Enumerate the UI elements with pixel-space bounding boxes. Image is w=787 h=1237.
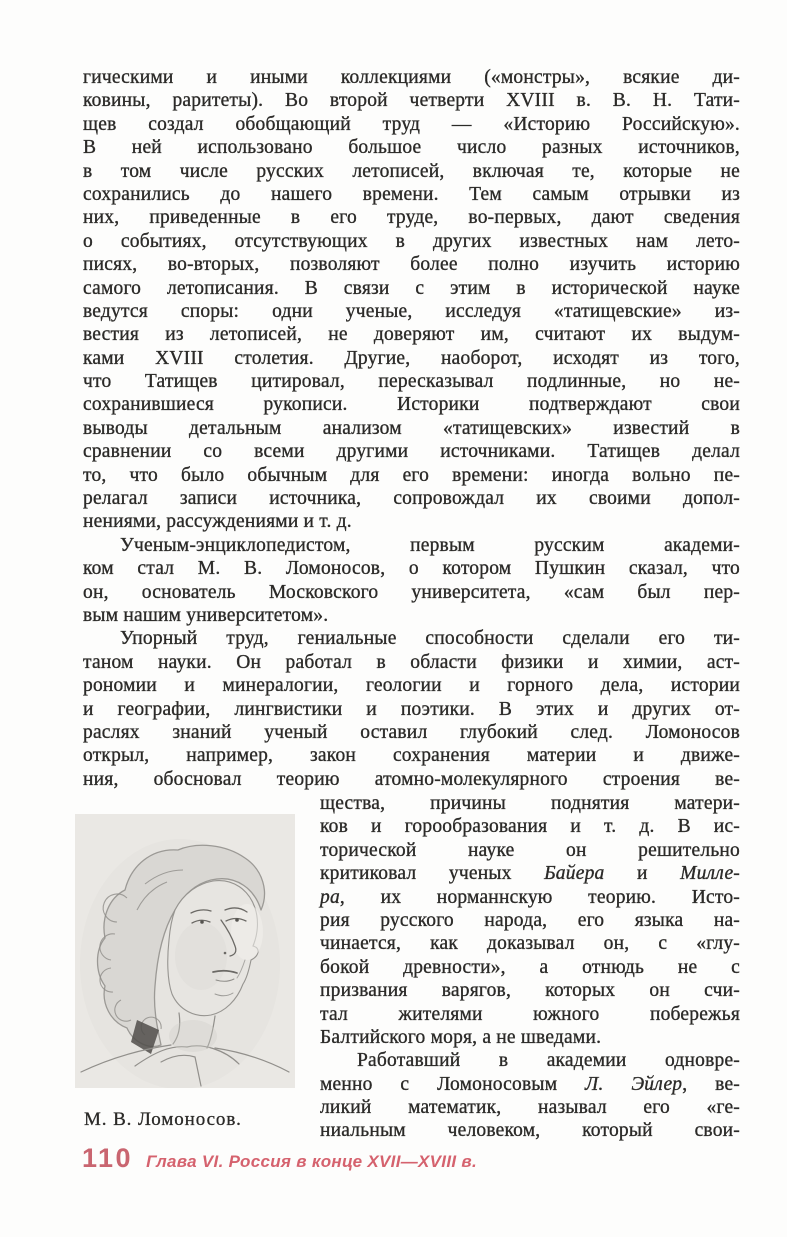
- chapter-title: Глава VI. Россия в конце XVII—XVIII в.: [146, 1152, 477, 1171]
- text-run: сравнении со всеми другими источниками. Татищев делал: [83, 441, 740, 463]
- text-run: , их норманнскую теорию. Исто-: [339, 886, 740, 908]
- text-line: [83, 674, 740, 697]
- text-run: ковины, раритеты). Во второй четверти XVIII в. В. Н. Тати-: [83, 90, 740, 112]
- text-line: [83, 89, 740, 112]
- text-run: Балтийского моря, а не шведами.: [320, 1026, 602, 1048]
- text-line: [83, 253, 740, 276]
- text-line: [83, 627, 740, 650]
- text-line: [320, 956, 740, 979]
- text-line: [320, 886, 740, 909]
- text-run: , ве-: [682, 1073, 740, 1095]
- text-line: [83, 721, 740, 744]
- text-line: [83, 300, 740, 323]
- text-run: ния, обосновал теорию атомно-молекулярного строения ве-: [83, 768, 740, 790]
- text-line: [320, 932, 740, 955]
- text-run: щев создал обобщающий труд — «Историю Российскую».: [83, 113, 740, 135]
- text-line: [83, 557, 740, 580]
- text-run: писях, во-вторых, позволяют более полно изучить историю: [83, 254, 740, 276]
- text-line: [83, 183, 740, 206]
- text-line: [320, 1096, 740, 1119]
- text-line: [83, 370, 740, 393]
- text-line: [83, 277, 740, 300]
- text-run: вестия из летописей, не доверяют им, считают их выдум-: [83, 324, 740, 346]
- text-run: и: [604, 863, 681, 885]
- body-text-narrow-column: [320, 792, 740, 1143]
- text-run: то, что было обычным для его времени: иногда вольно пе-: [83, 464, 740, 486]
- text-line: [83, 604, 740, 627]
- text-line: [83, 440, 740, 463]
- text-run: торической науке он решительно: [320, 839, 740, 861]
- page-footer: [82, 1143, 477, 1174]
- text-run: раслях знаний ученый оставил глубокий след. Ломоносов: [83, 721, 740, 743]
- text-line: [83, 66, 740, 89]
- text-line: [83, 393, 740, 416]
- text-line: [83, 347, 740, 370]
- body-text-wide-column: [83, 66, 740, 791]
- text-line: [83, 464, 740, 487]
- text-run: Ученым-энциклопедистом, первым русским академи-: [120, 534, 740, 556]
- text-run: сохранились до нашего времени. Тем самым отрывки из: [83, 183, 740, 205]
- text-line: [83, 230, 740, 253]
- text-run: он, основатель Московского университета, «сам был пер-: [83, 581, 740, 603]
- text-line: [83, 581, 740, 604]
- text-run: что Татищев цитировал, пересказывал подлинные, но не-: [83, 371, 740, 393]
- italic-text-run: Милле-: [680, 863, 740, 885]
- text-run: сохранившиеся рукописи. Историки подтверждают свои: [83, 394, 740, 416]
- text-run: ков и горообразования и т. д. В ис-: [320, 816, 740, 838]
- italic-text-run: ра: [320, 886, 340, 908]
- text-run: ками XVIII столетия. Другие, наоборот, исходят из того,: [83, 347, 740, 369]
- text-run: о событиях, отсутствующих в других известных нам лето-: [83, 230, 740, 252]
- italic-text-run: Байера: [544, 863, 605, 885]
- text-run: выводы детальным анализом «татищевских» известий в: [83, 417, 740, 439]
- portrait-caption: М. В. Ломоносов.: [84, 1109, 242, 1130]
- text-line: [320, 792, 740, 815]
- lomonosov-portrait-figure: [75, 814, 295, 1088]
- text-line: [320, 862, 740, 885]
- text-line: [83, 136, 740, 159]
- text-run: щества, причины поднятия матери-: [320, 793, 740, 814]
- text-run: рия русского народа, его языка на-: [320, 909, 740, 931]
- text-line: [83, 417, 740, 440]
- text-line: [320, 815, 740, 838]
- text-run: ком стал М. В. Ломоносов, о котором Пушкин сказал, что: [83, 558, 740, 580]
- text-run: ведутся споры: одни ученые, исследуя «татищевские» из-: [83, 300, 740, 322]
- text-run: вым нашим университетом».: [83, 604, 329, 626]
- text-run: ликий математик, называл его «ге-: [320, 1097, 740, 1119]
- page-number: 110: [82, 1143, 134, 1173]
- text-run: В ней использовано большое число разных источников,: [83, 137, 740, 159]
- text-line: [83, 698, 740, 721]
- text-line: [320, 1026, 740, 1049]
- text-run: менно с Ломоносовым: [320, 1073, 586, 1095]
- text-run: гическими и иными коллекциями («монстры», всякие ди-: [83, 67, 740, 88]
- text-run: тал жителями южного побережья: [320, 1003, 740, 1025]
- text-run: в том числе русских летописей, включая те, которые не: [83, 160, 740, 182]
- text-run: них, приведенные в его труде, во-первых, дают сведения: [83, 207, 740, 229]
- text-run: критиковал ученых: [320, 863, 545, 885]
- text-line: [83, 113, 740, 136]
- lomonosov-portrait-sketch: [75, 814, 295, 1088]
- text-run: чинается, как доказывал он, с «глу-: [320, 933, 740, 955]
- text-run: нениями, рассуждениями и т. д.: [83, 511, 352, 533]
- text-line: [320, 979, 740, 1002]
- text-line: [83, 487, 740, 510]
- text-run: и географии, лингвистики и поэтики. В этих и других от-: [83, 698, 740, 720]
- text-run: бокой древности», а отнюдь не с: [320, 956, 740, 978]
- text-run: релагал записи источника, сопровождал их своими допол-: [83, 488, 740, 510]
- text-run: открыл, например, закон сохранения материи и движе-: [83, 745, 740, 767]
- text-line: [320, 1073, 740, 1096]
- text-line: [83, 534, 740, 557]
- text-line: [83, 206, 740, 229]
- text-line: [83, 768, 740, 791]
- text-line: [320, 1119, 740, 1142]
- text-run: Работавший в академии одновре-: [357, 1050, 740, 1072]
- text-run: призвания варягов, которых он счи-: [320, 980, 740, 1002]
- text-line: [320, 1049, 740, 1072]
- text-line: [320, 1003, 740, 1026]
- text-line: [83, 160, 740, 183]
- text-run: ниальным человеком, который свои-: [320, 1120, 740, 1142]
- text-run: самого летописания. В связи с этим в исторической науке: [83, 277, 740, 299]
- italic-text-run: Л. Эйлер: [585, 1073, 683, 1095]
- text-run: таном науки. Он работал в области физики и химии, аст-: [83, 651, 740, 673]
- text-line: [83, 510, 740, 533]
- text-line: [83, 323, 740, 346]
- text-run: Упорный труд, гениальные способности сделали его ти-: [120, 628, 740, 650]
- text-line: [83, 651, 740, 674]
- text-line: [83, 744, 740, 767]
- text-line: [320, 909, 740, 932]
- text-run: рономии и минералогии, геологии и горного дела, истории: [83, 675, 740, 697]
- text-line: [320, 839, 740, 862]
